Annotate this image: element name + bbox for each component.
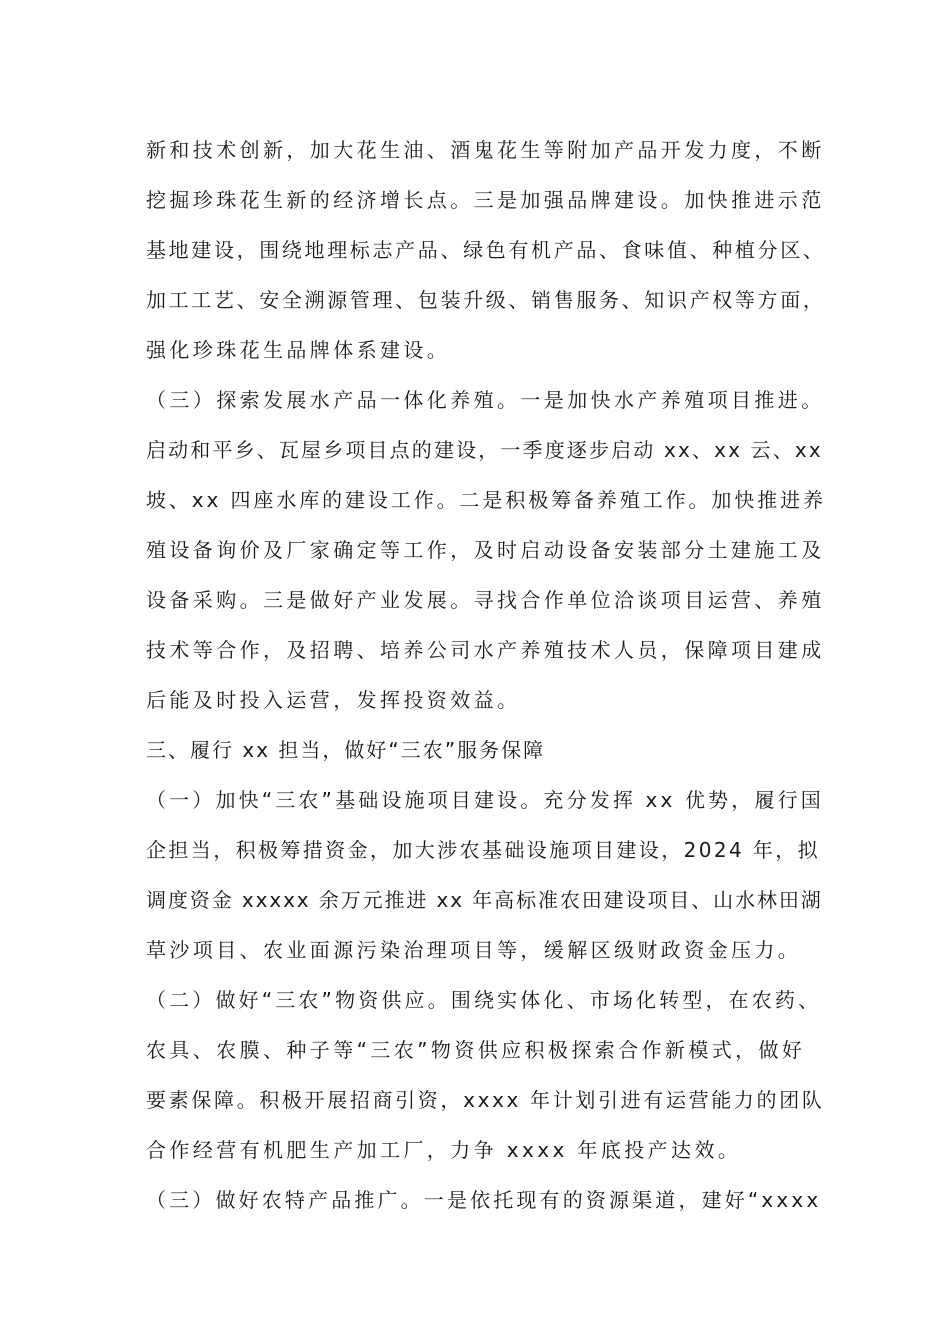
text-line: 合作经营有机肥生产加工厂，力争 xxxx 年底投产达效。 bbox=[146, 1138, 742, 1162]
subsection-heading-3b: （三）做好农特产品推广。一是依托现有的资源渠道，建好“xxxx bbox=[146, 1188, 822, 1212]
text-line: 殖设备询价及厂家确定等工作，及时启动设备安装部分土建施工及 bbox=[146, 538, 825, 562]
text-line: 草沙项目、农业面源污染治理项目等，缓解区级财政资金压力。 bbox=[146, 938, 802, 962]
text-line: 启动和平乡、瓦屋乡项目点的建设，一季度逐步启动 xx、xx 云、xx bbox=[146, 438, 823, 462]
text-line: 加工工艺、安全溯源管理、包装升级、销售服务、知识产权等方面， bbox=[146, 288, 826, 312]
text-line: 坡、xx 四座水库的建设工作。二是积极筹备养殖工作。加快推进养 bbox=[146, 488, 826, 512]
text-line: 调度资金 xxxxx 余万元推进 xx 年高标准农田建设项目、山水林田湖 bbox=[146, 888, 823, 912]
text-line: 新和技术创新，加大花生油、酒鬼花生等附加产品开发力度，不断 bbox=[146, 138, 825, 162]
text-line: 农具、农膜、种子等“三农”物资供应积极探索合作新模式，做好 bbox=[146, 1038, 806, 1062]
subsection-heading-3: （三）探索发展水产品一体化养殖。一是加快水产养殖项目推进。 bbox=[146, 388, 825, 412]
subsection-heading-2: （二）做好“三农”物资供应。围绕实体化、市场化转型，在农药、 bbox=[146, 988, 822, 1012]
section-heading: 三、履行 xx 担当，做好“三农”服务保障 bbox=[146, 738, 546, 762]
text-line: 技术等合作，及招聘、培养公司水产养殖技术人员，保障项目建成 bbox=[146, 638, 825, 662]
text-line: 基地建设，围绕地理标志产品、绿色有机产品、食味值、种植分区、 bbox=[146, 238, 826, 262]
text-line: 要素保障。积极开展招商引资，xxxx 年计划引进有运营能力的团队 bbox=[146, 1088, 825, 1112]
text-line: 后能及时投入运营，发挥投资效益。 bbox=[146, 688, 521, 712]
text-line: 强化珍珠花生品牌体系建设。 bbox=[146, 338, 451, 362]
text-line: 设备采购。三是做好产业发展。寻找合作单位洽谈项目运营、养殖 bbox=[146, 588, 825, 612]
subsection-heading-1: （一）加快“三农”基础设施项目建设。充分发挥 xx 优势，履行国 bbox=[146, 788, 824, 812]
text-line: 企担当，积极筹措资金，加大涉农基础设施项目建设，2024 年，拟 bbox=[146, 838, 821, 862]
text-line: 挖掘珍珠花生新的经济增长点。三是加强品牌建设。加快推进示范 bbox=[146, 188, 825, 212]
